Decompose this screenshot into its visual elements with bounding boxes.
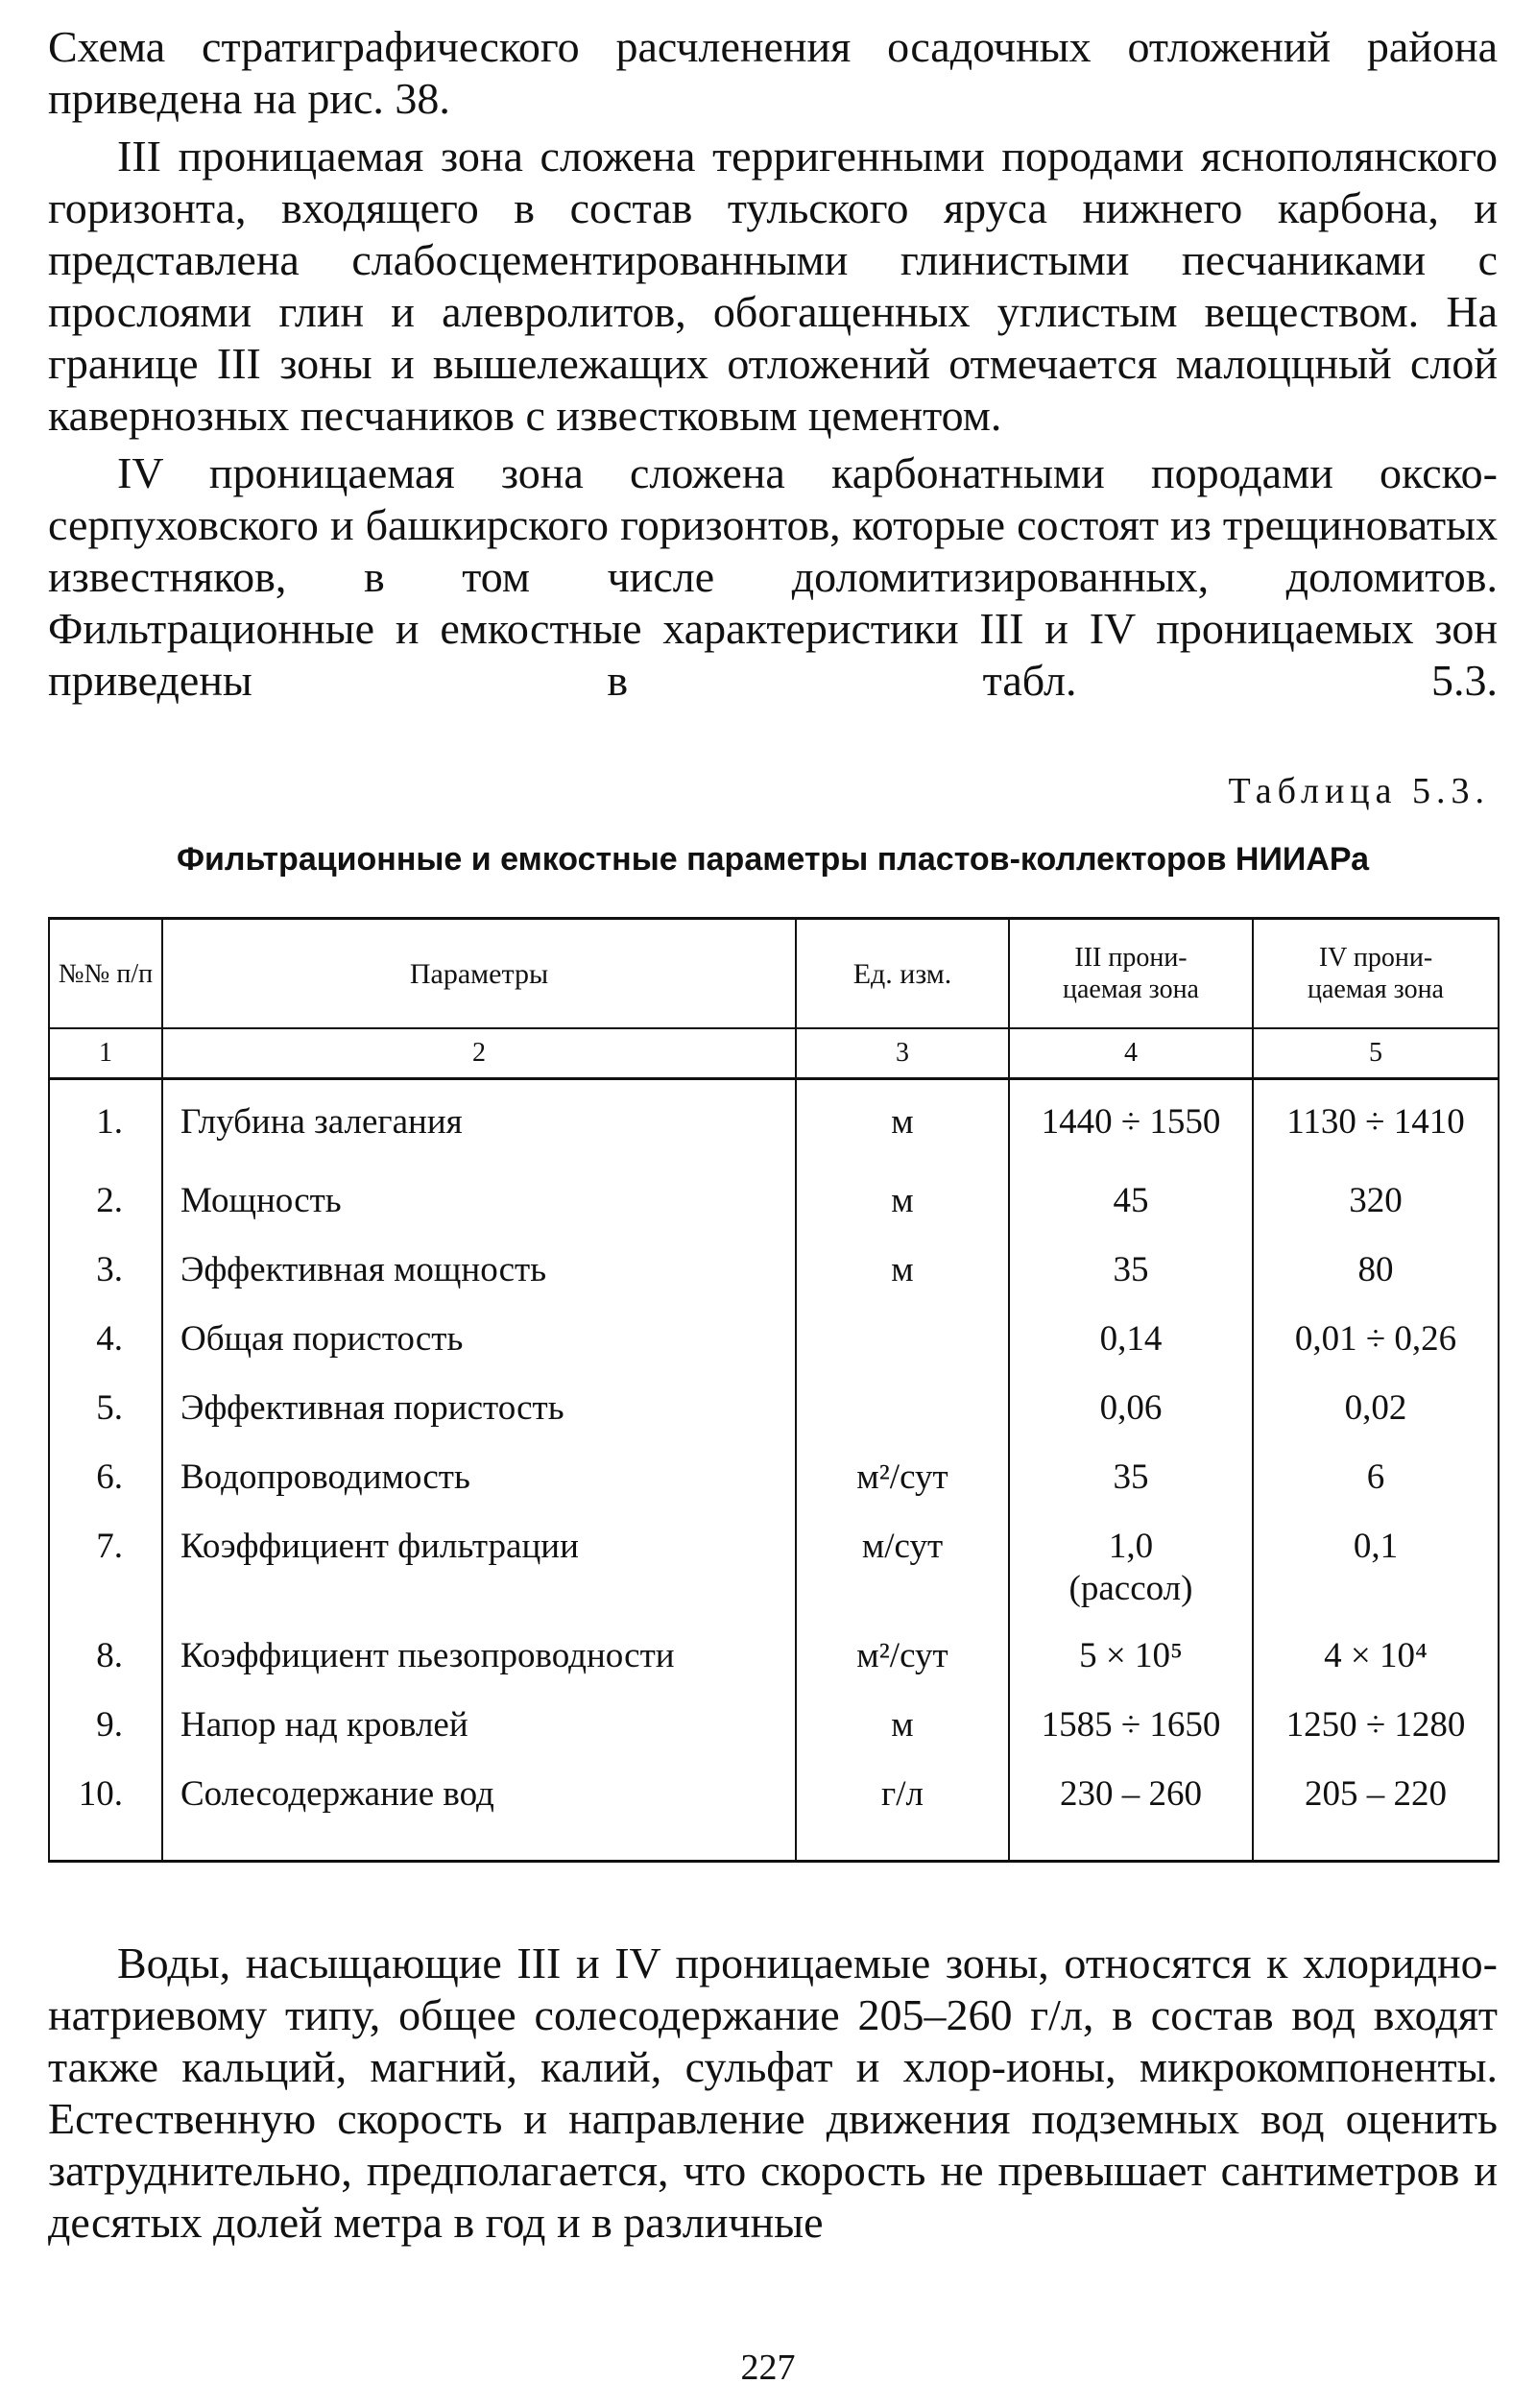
table-label: Таблица 5.3. (1228, 771, 1490, 811)
column-number: 5 (1253, 1028, 1499, 1079)
row-param: Коэффициент пьезопроводности (162, 1627, 796, 1697)
row-param: Эффективная пористость (162, 1380, 796, 1449)
row-unit: м²/сут (796, 1449, 1009, 1518)
row-param: Глубина залегания (162, 1079, 796, 1173)
row-zone-4: 6 (1253, 1449, 1499, 1518)
row-num: 10. (49, 1766, 162, 1862)
row-param: Водопроводимость (162, 1449, 796, 1518)
row-num: 5. (49, 1380, 162, 1449)
row-unit: м (796, 1697, 1009, 1766)
paragraph-waters: Воды, насыщающие III и IV проницаемые зоны, относятся к хлоридно-натриевому типу, общее солесодержание 205–260 г/л, в состав вод входят также кальций, магний, калий, сульфат и хлор-ионы, микрокомпоненты. Естественную скорость и направление движения подземных вод оценить затруднительно, предполагается, что скорость не превышает сантиметров и десятых долей метра в год и в различные (48, 1938, 1498, 2247)
row-zone-4: 0,02 (1253, 1380, 1499, 1449)
header-unit: Ед. изм. (796, 919, 1009, 1029)
row-zone-3: 230 – 260 (1009, 1766, 1253, 1862)
row-zone-4: 205 – 220 (1253, 1766, 1499, 1862)
row-unit: м/сут (796, 1518, 1009, 1627)
row-unit: м (796, 1241, 1009, 1311)
table-row (49, 1172, 1499, 1241)
row-unit (796, 1311, 1009, 1380)
row-num: 3. (49, 1241, 162, 1311)
header-num: №№ п/п (49, 919, 162, 1029)
row-zone-3: 5 × 10⁵ (1009, 1627, 1253, 1697)
column-number: 1 (49, 1028, 162, 1079)
row-unit: м (796, 1172, 1009, 1241)
row-zone-3: 35 (1009, 1449, 1253, 1518)
row-zone-4: 1130 ÷ 1410 (1253, 1079, 1499, 1173)
row-unit: м (796, 1079, 1009, 1173)
row-zone-4: 320 (1253, 1172, 1499, 1241)
table-row (49, 1449, 1499, 1518)
table-header-row (49, 919, 1499, 1029)
row-param: Коэффициент фильтрации (162, 1518, 796, 1627)
table-title: Фильтрационные и емкостные параметры пластов-коллекторов НИИАРа (176, 841, 1370, 878)
column-number: 2 (162, 1028, 796, 1079)
row-zone-4: 0,1 (1253, 1518, 1499, 1627)
row-zone-3-note: (рассол) (1068, 1569, 1193, 1608)
header-zone-4: IV прони-цаемая зона (1253, 919, 1499, 1029)
row-zone-3-value: 1,0 (1108, 1527, 1154, 1566)
table-row (49, 1079, 1499, 1173)
header-zone-3: III прони-цаемая зона (1009, 919, 1253, 1029)
row-param: Эффективная мощность (162, 1241, 796, 1311)
row-zone-3: 1440 ÷ 1550 (1009, 1079, 1253, 1173)
column-number: 4 (1009, 1028, 1253, 1079)
row-num: 2. (49, 1172, 162, 1241)
row-param: Общая пористость (162, 1311, 796, 1380)
row-unit: г/л (796, 1766, 1009, 1862)
row-zone-4: 0,01 ÷ 0,26 (1253, 1311, 1499, 1380)
row-zone-3 (1009, 1518, 1253, 1627)
row-zone-3: 1585 ÷ 1650 (1009, 1697, 1253, 1766)
row-zone-4: 4 × 10⁴ (1253, 1627, 1499, 1697)
row-num: 7. (49, 1518, 162, 1627)
paragraph-zone-3: III проницаемая зона сложена терригенными породами яснополянского горизонта, входящего в состав тульского яруса нижнего карбона, и представлена слабосцементированными глинистыми песчаниками с прослоями глин и алевролитов, обогащенных углистым веществом. На границе III зоны и вышележащих отложений отмечается малоццный слой кавернозных песчаников с известковым цементом. (48, 132, 1498, 440)
book-page (48, 21, 1498, 2249)
row-num: 9. (49, 1697, 162, 1766)
row-unit: м²/сут (796, 1627, 1009, 1697)
table-row (49, 1311, 1499, 1380)
header-param: Параметры (162, 919, 796, 1029)
table-row (49, 1627, 1499, 1697)
row-zone-3: 0,06 (1009, 1380, 1253, 1449)
row-param: Солесодержание вод (162, 1766, 796, 1862)
row-zone-4: 1250 ÷ 1280 (1253, 1697, 1499, 1766)
row-zone-4: 80 (1253, 1241, 1499, 1311)
paragraph-zone-4: IV проницаемая зона сложена карбонатными породами окско-серпуховского и башкирского горизонтов, которые состоят из трещиноватых известняков, в том числе доломитизированных, доломитов. Фильтрационные и емкостные характеристики III и IV проницаемых зон приведены в табл. 5.3. (48, 448, 1498, 705)
row-num: 6. (49, 1449, 162, 1518)
row-zone-3: 35 (1009, 1241, 1253, 1311)
table-row (49, 1518, 1499, 1627)
column-numbers-row (49, 1028, 1499, 1079)
paragraph-stratigraphy: Схема стратиграфического расчленения осадочных отложений района приведена на рис. 38. (48, 22, 1498, 123)
row-num: 4. (49, 1311, 162, 1380)
row-num: 1. (49, 1079, 162, 1173)
row-zone-3: 45 (1009, 1172, 1253, 1241)
column-number: 3 (796, 1028, 1009, 1079)
row-unit (796, 1380, 1009, 1449)
table-row (49, 1766, 1499, 1862)
table-row (49, 1380, 1499, 1449)
row-param: Мощность (162, 1172, 796, 1241)
row-num: 8. (49, 1627, 162, 1697)
table-row (49, 1241, 1499, 1311)
parameters-table (48, 917, 1500, 1863)
page-number: 227 (740, 2348, 796, 2388)
table-row (49, 1697, 1499, 1766)
row-param: Напор над кровлей (162, 1697, 796, 1766)
row-zone-3: 0,14 (1009, 1311, 1253, 1380)
